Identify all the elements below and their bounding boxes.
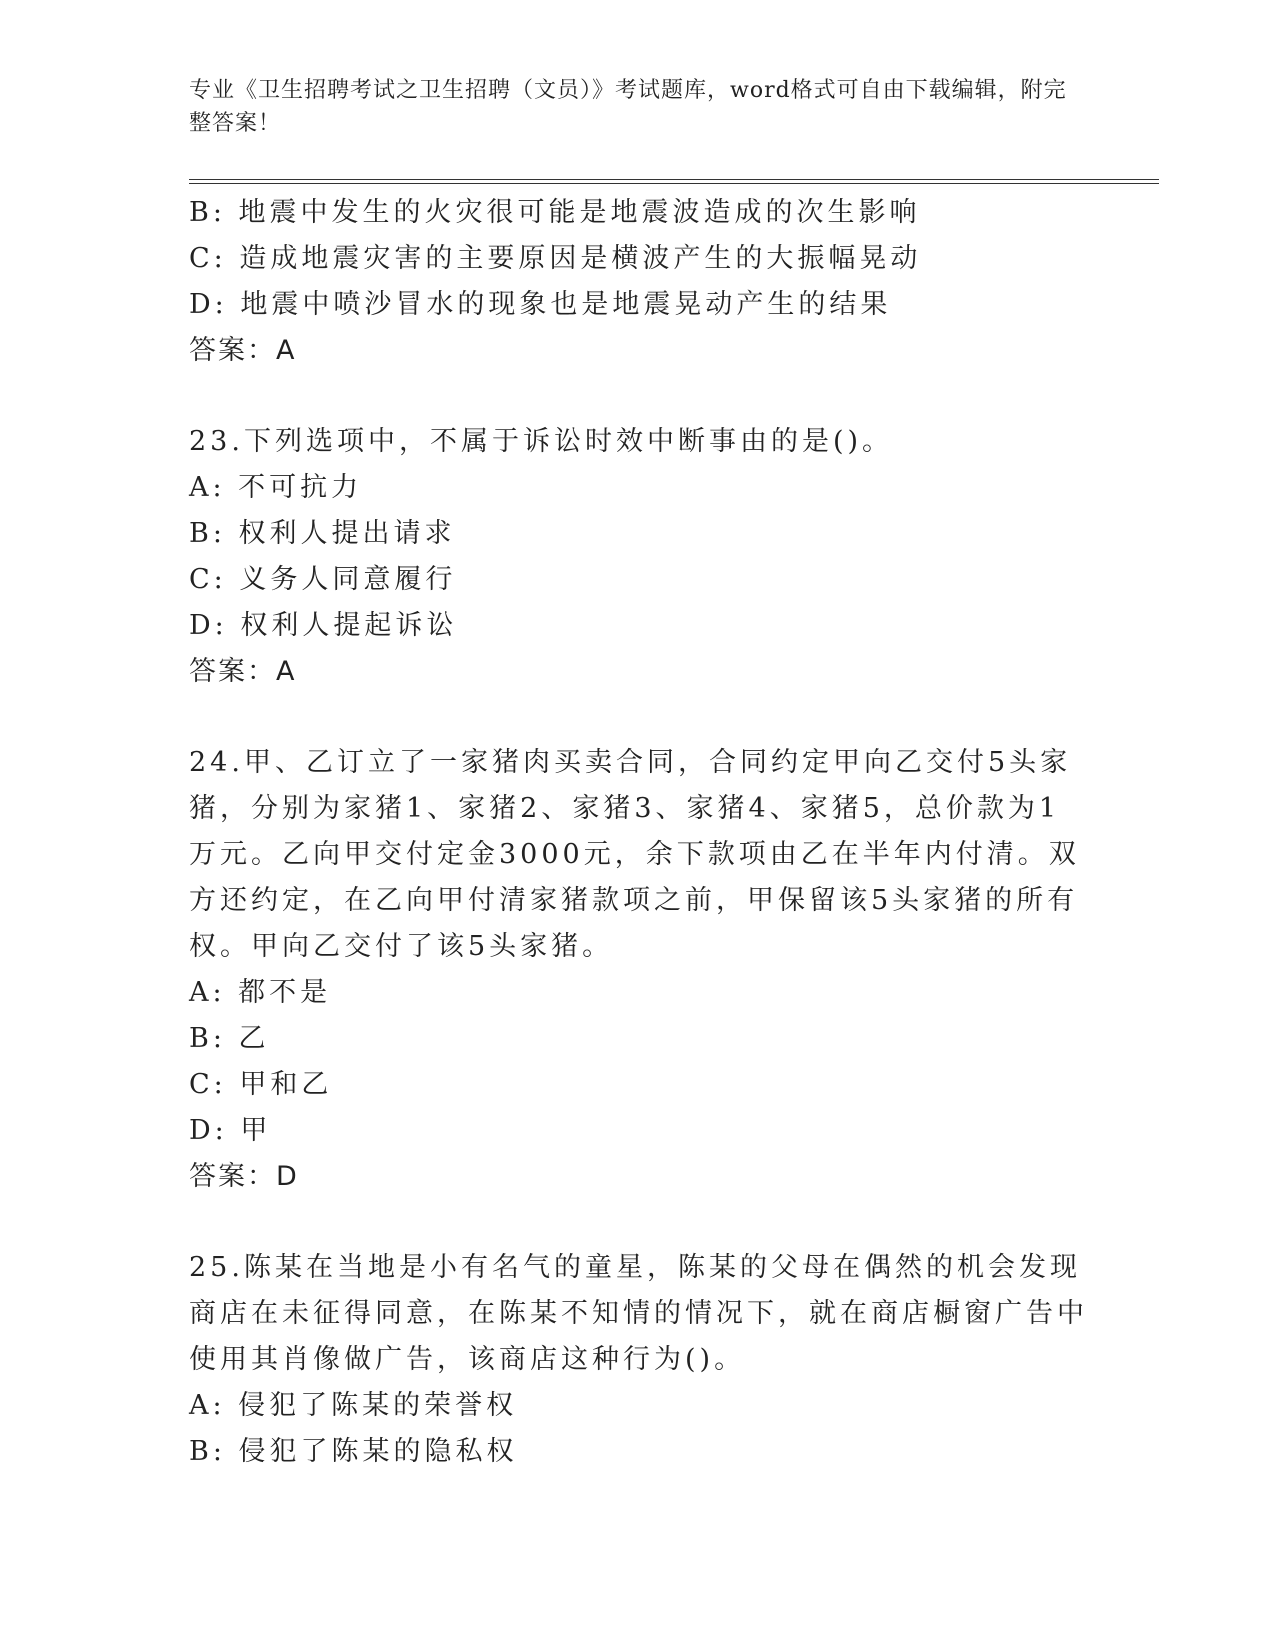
question-24 — [189, 740, 1089, 1200]
option-d: D: 权利人提起诉讼 — [189, 610, 458, 641]
option-c: C: 甲和乙 — [189, 1069, 333, 1100]
header-divider — [189, 179, 1159, 184]
option-b: B: 权利人提出请求 — [189, 518, 456, 549]
document-body — [189, 190, 1089, 1475]
document-header: 专业《卫生招聘考试之卫生招聘（文员）》考试题库，word格式可自由下载编辑，附完整答案！ — [189, 78, 1067, 136]
question-23 — [189, 419, 1089, 695]
question-stem: 25.陈某在当地是小有名气的童星，陈某的父母在偶然的机会发现商店在未征得同意，在陈某不知情的情况下，就在商店橱窗广告中使用其肖像做广告，该商店这种行为()。 — [189, 1252, 1088, 1375]
question-stem: 24.甲、乙订立了一家猪肉买卖合同，合同约定甲向乙交付5头家猪，分别为家猪1、家猪2、家猪3、家猪4、家猪5，总价款为1万元。乙向甲交付定金3000元，余下款项由乙在半年内付清。双方还约定，在乙向甲付清家猪款项之前，甲保留该5头家猪的所有权。甲向乙交付了该5头家猪。 — [189, 747, 1080, 962]
option-b: B: 地震中发生的火灾很可能是地震波造成的次生影响 — [189, 197, 921, 228]
option-b: B: 侵犯了陈某的隐私权 — [189, 1436, 518, 1467]
option-a: A: 都不是 — [189, 977, 332, 1008]
option-d: D: 甲 — [189, 1115, 272, 1146]
question-25 — [189, 1245, 1089, 1475]
option-a: A: 侵犯了陈某的荣誉权 — [189, 1390, 518, 1421]
answer-line: 答案：D — [189, 1161, 299, 1192]
carryover-question — [189, 190, 1089, 374]
option-c: C: 造成地震灾害的主要原因是横波产生的大振幅晃动 — [189, 243, 922, 274]
answer-line: 答案：A — [189, 335, 297, 366]
option-d: D: 地震中喷沙冒水的现象也是地震晃动产生的结果 — [189, 289, 892, 320]
answer-line: 答案：A — [189, 656, 297, 687]
option-b: B: 乙 — [189, 1023, 270, 1054]
option-c: C: 义务人同意履行 — [189, 564, 457, 595]
question-stem: 23.下列选项中，不属于诉讼时效中断事由的是()。 — [189, 426, 894, 457]
option-a: A: 不可抗力 — [189, 472, 363, 503]
